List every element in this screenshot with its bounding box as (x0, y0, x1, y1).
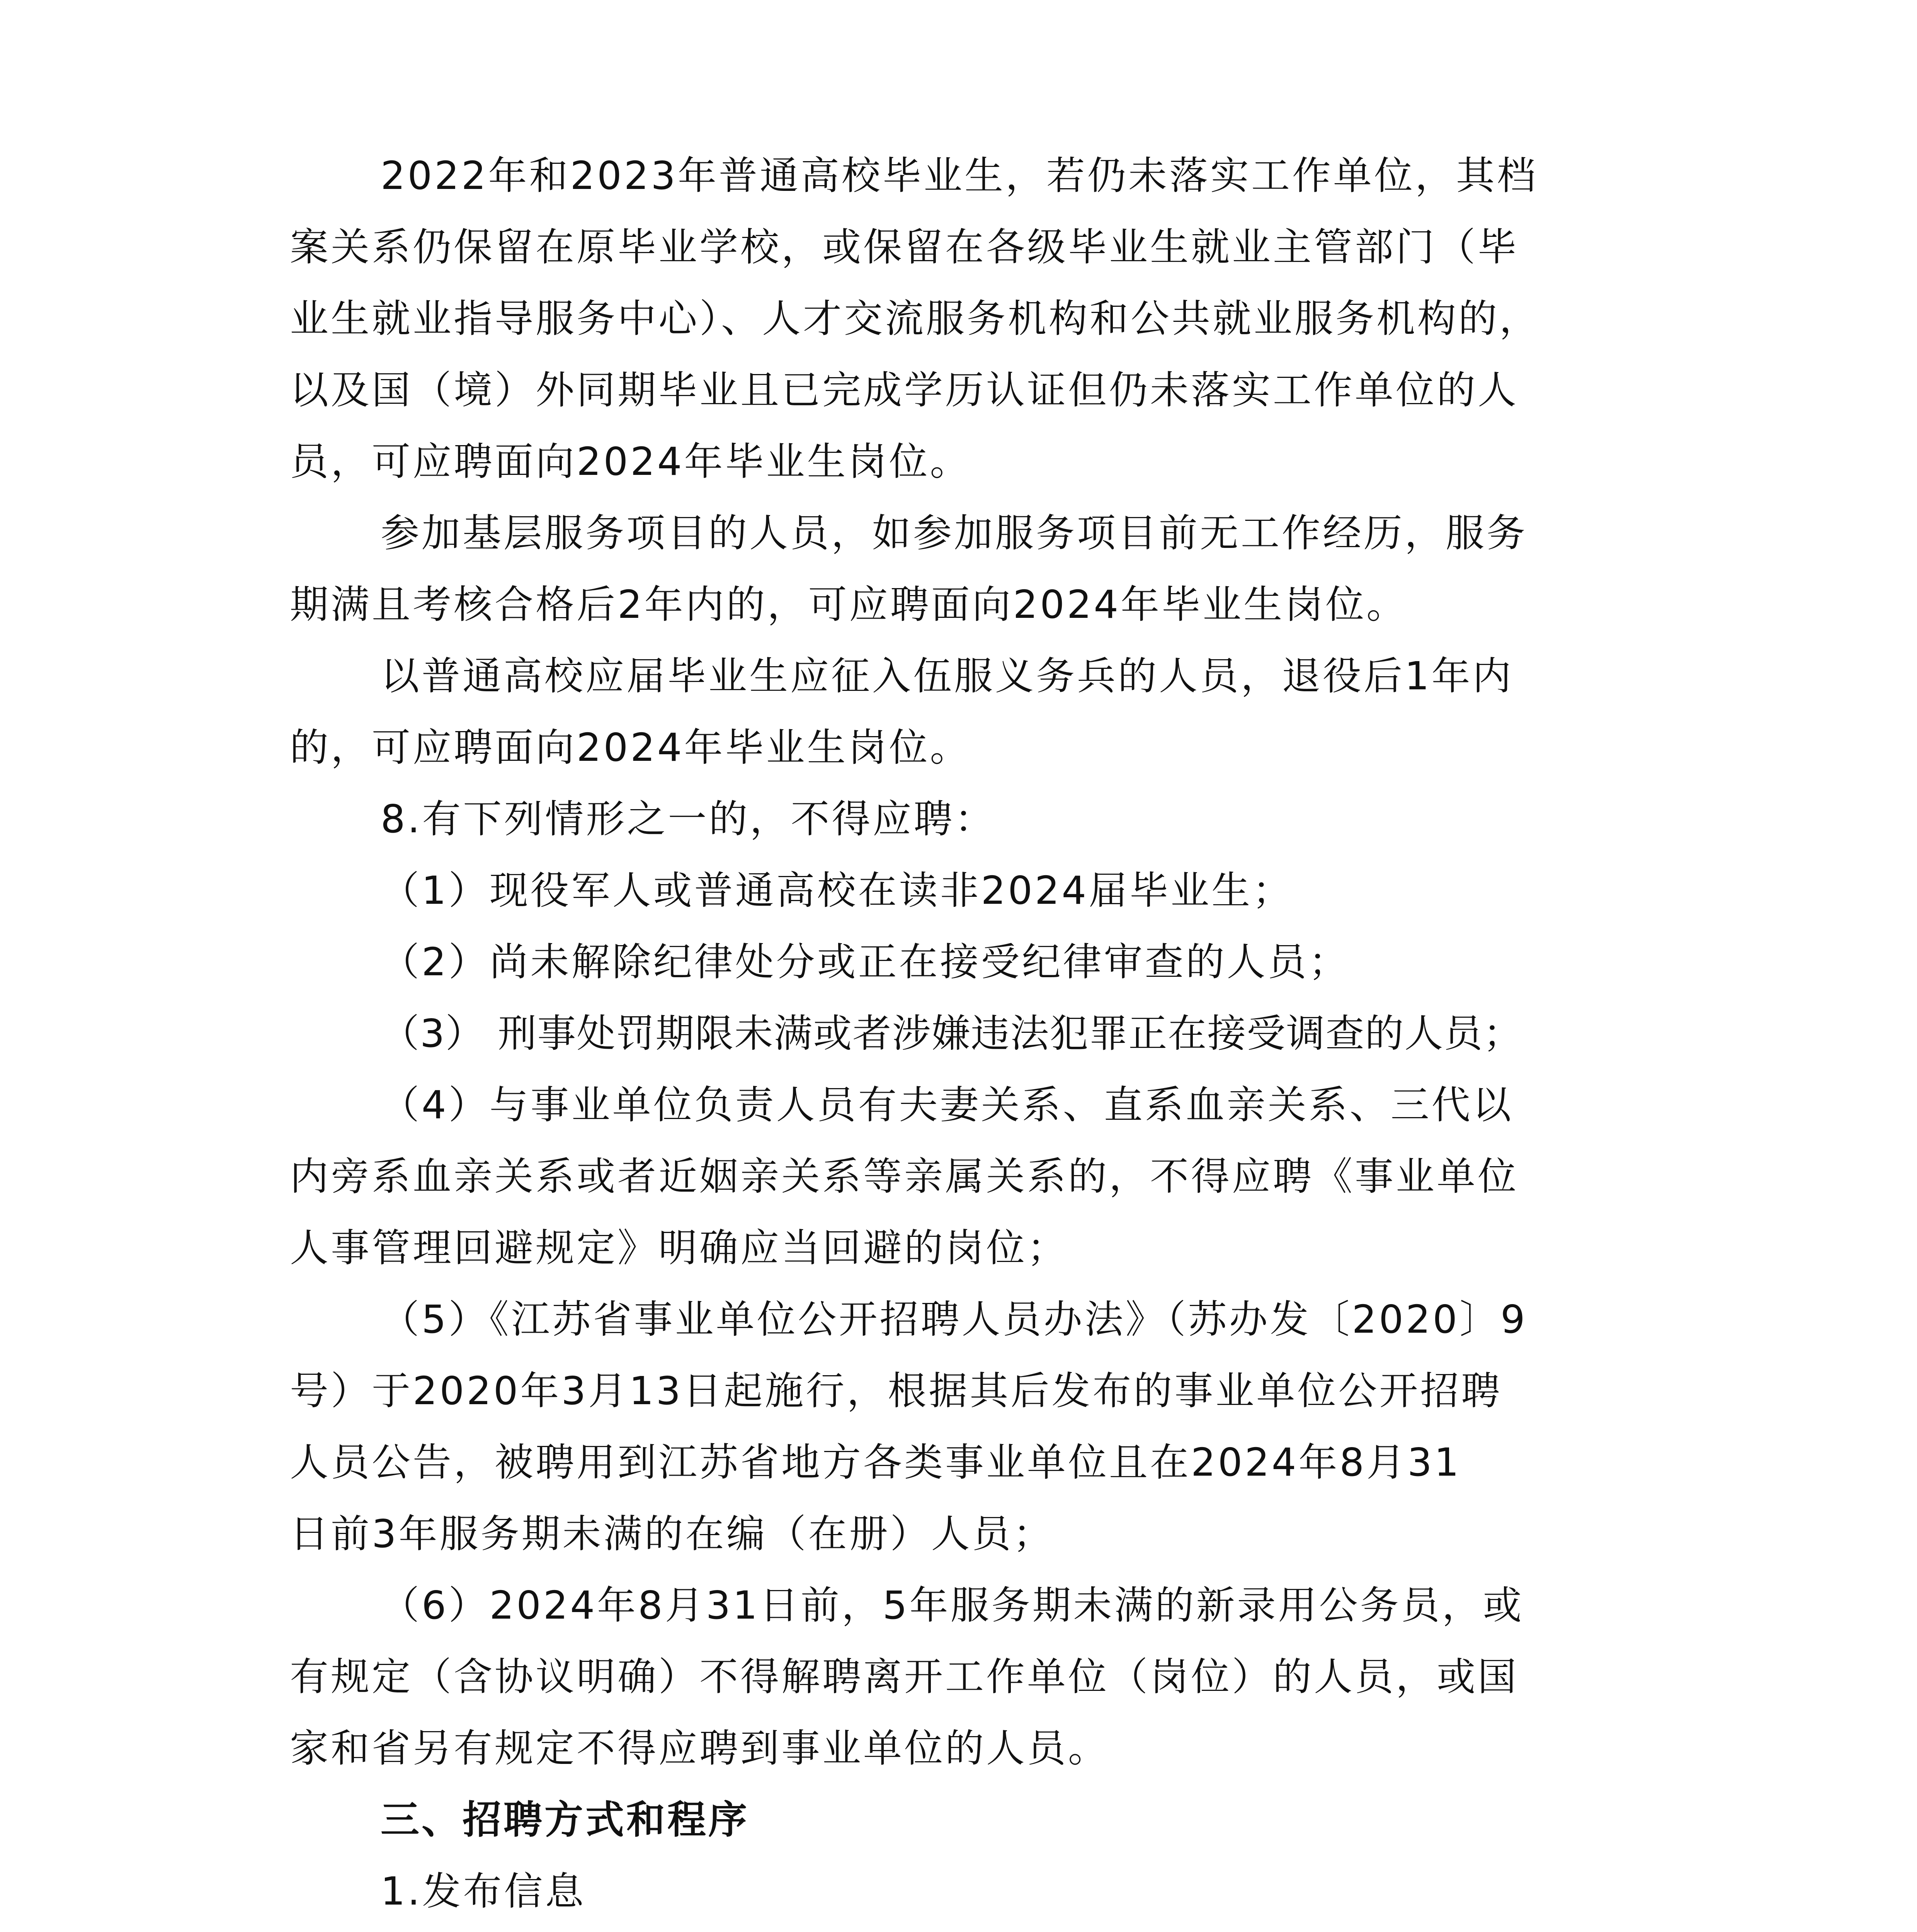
paragraph-1-line-4: 以及国（境）外同期毕业且已完成学历认证但仍未落实工作单位的人 (290, 367, 1519, 413)
paragraph-1-line-1: 2022年和2023年普通高校毕业生，若仍未落实工作单位，其档 (381, 153, 1538, 198)
paragraph-1-line-3: 业生就业指导服务中心）、人才交流服务机构和公共就业服务机构的， (290, 296, 1540, 341)
paragraph-3-line-2: 的，可应聘面向2024年毕业生岗位。 (290, 725, 971, 770)
item-8-5-line-2: 号）于2020年3月13日起施行，根据其后发布的事业单位公开招聘 (290, 1368, 1502, 1413)
item-8-6-line-3: 家和省另有规定不得应聘到事业单位的人员。 (290, 1726, 1109, 1771)
item-8-heading: 8.有下列情形之一的，不得应聘： (381, 796, 996, 842)
subheading-publish-info: 1.发布信息 (381, 1869, 586, 1914)
item-8-5-line-3: 人员公告，被聘用到江苏省地方各类事业单位且在2024年8月31 (290, 1440, 1461, 1485)
item-8-2: （2）尚未解除纪律处分或正在接受纪律审查的人员； (381, 939, 1350, 985)
item-8-1: （1）现役军人或普通高校在读非2024届毕业生； (381, 868, 1294, 913)
item-8-4-line-2: 内旁系血亲关系或者近姻亲关系等亲属关系的，不得应聘《事业单位 (290, 1154, 1519, 1199)
item-8-6-line-1: （6）2024年8月31日前，5年服务期未满的新录用公务员，或 (381, 1583, 1524, 1628)
item-8-5-line-4: 日前3年服务期未满的在编（在册）人员； (290, 1511, 1054, 1556)
paragraph-3-line-1: 以普通高校应届毕业生应征入伍服义务兵的人员，退役后1年内 (381, 653, 1514, 699)
paragraph-2-line-1: 参加基层服务项目的人员，如参加服务项目前无工作经历，服务 (381, 510, 1527, 556)
paragraph-1-line-5: 员，可应聘面向2024年毕业生岗位。 (290, 439, 971, 484)
item-8-6-line-2: 有规定（含协议明确）不得解聘离开工作单位（岗位）的人员，或国 (290, 1654, 1519, 1699)
item-8-3: （3） 刑事处罚期限未满或者涉嫌违法犯罪正在接受调查的人员； (381, 1011, 1523, 1056)
item-8-4-line-1: （4）与事业单位负责人员有夫妻关系、直系血亲关系、三代以 (381, 1082, 1514, 1128)
paragraph-2-line-2: 期满且考核合格后2年内的，可应聘面向2024年毕业生岗位。 (290, 582, 1408, 627)
paragraph-1-line-2: 案关系仍保留在原毕业学校，或保留在各级毕业生就业主管部门（毕 (290, 224, 1519, 270)
item-8-5-line-1: （5）《江苏省事业单位公开招聘人员办法》（苏办发〔2020〕9 (381, 1297, 1527, 1342)
section-heading-3: 三、招聘方式和程序 (381, 1797, 749, 1842)
item-8-4-line-3: 人事管理回避规定》明确应当回避的岗位； (290, 1225, 1068, 1270)
